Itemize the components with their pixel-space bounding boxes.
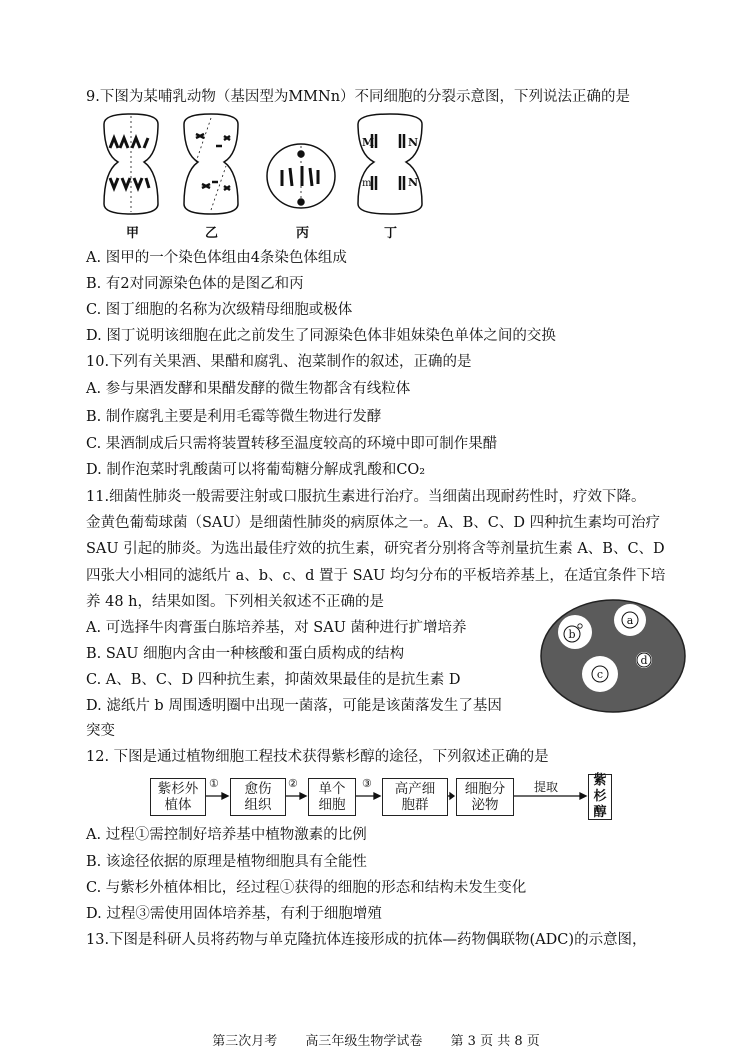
q10-option-b: B. 制作腐乳主要是利用毛霉等微生物进行发酵	[86, 409, 382, 425]
q9-option-c: C. 图丁细胞的名称为次级精母细胞或极体	[86, 302, 353, 318]
q10-stem: 10.下列有关果酒、果醋和腐乳、泡菜制作的叙述，正确的是	[86, 354, 472, 370]
svg-text:M: M	[362, 136, 375, 149]
label-yi: 乙	[205, 226, 219, 241]
flow-box-single-cell: 单个 细胞	[308, 778, 356, 816]
q11-line-2: 金黄色葡萄球菌（SAU）是细菌性肺炎的病原体之一。A、B、C、D 四种抗生素均可治疗	[86, 515, 661, 531]
q10-option-a: A. 参与果酒发酵和果醋发酵的微生物都含有线粒体	[86, 381, 411, 397]
q11-option-c: C. A、B、C、D 四种抗生素，抑菌效果最佳的是抗生素 D	[86, 672, 461, 688]
q11-option-a: A. 可选择牛肉膏蛋白胨培养基，对 SAU 菌种进行扩增培养	[86, 620, 467, 636]
q9-option-a: A. 图甲的一个染色体组由4条染色体组成	[86, 250, 347, 266]
flow-box-high-yield: 高产细 胞群	[382, 778, 448, 816]
svg-text:m: m	[362, 178, 372, 189]
svg-text:N: N	[408, 176, 419, 189]
footer-grade: 高三年级生物学试卷	[305, 1034, 423, 1049]
flow-box-callus: 愈伤 组织	[230, 778, 286, 816]
disc-c-label: c	[596, 668, 604, 681]
q12-option-d: D. 过程③需使用固体培养基，有利于细胞增殖	[86, 906, 382, 922]
q12-option-a: A. 过程①需控制好培养基中植物激素的比例	[86, 827, 367, 843]
q11-option-d: D. 滤纸片 b 周围透明圈中出现一菌落，可能是该菌落发生了基因	[86, 698, 502, 714]
page-footer	[0, 1030, 752, 1049]
process-flow	[150, 774, 610, 820]
svg-text:N: N	[408, 136, 419, 149]
disc-a-label: a	[626, 614, 634, 627]
q12-stem: 12. 下图是通过植物细胞工程技术获得紫杉醇的途径，下列叙述正确的是	[86, 749, 549, 765]
footer-page: 第 3 页 共 8 页	[450, 1034, 540, 1049]
flow-box-explant: 紫杉外 植体	[150, 778, 206, 816]
q11-line-1: 11.细菌性肺炎一般需要注射或口服抗生素进行治疗。当细菌出现耐药性时，疗效下降。	[86, 489, 646, 505]
disc-b-label: b	[568, 628, 576, 641]
step-2-label: ②	[288, 777, 298, 790]
petri-dish-figure	[538, 598, 688, 714]
q11-line-3: SAU 引起的肺炎。为选出最佳疗效的抗生素，研究者分别将含等剂量抗生素 A、B、C、D	[86, 541, 665, 557]
cell-yi	[184, 114, 238, 214]
flow-box-taxol: 紫 杉 醇	[588, 774, 612, 820]
cell-jia	[104, 114, 158, 214]
q12-option-b: B. 该途径依据的原理是植物细胞具有全能性	[86, 854, 367, 870]
footer-exam: 第三次月考	[212, 1034, 278, 1049]
q13-stem: 13.下图是科研人员将药物与单克隆抗体连接形成的抗体—药物偶联物(ADC)的示意图，	[86, 932, 647, 948]
label-jia: 甲	[126, 226, 140, 241]
q11-line-4: 四张大小相同的滤纸片 a、b、c、d 置于 SAU 均匀分布的平板培养基上，在适宜条件下培	[86, 568, 666, 584]
q10-option-d: D. 制作泡菜时乳酸菌可以将葡萄糖分解成乳酸和CO₂	[86, 462, 426, 478]
cell-ding	[358, 114, 422, 214]
q9-option-b: B. 有2对同源染色体的是图乙和丙	[86, 276, 304, 292]
disc-d-label: d	[640, 654, 648, 667]
label-bing: 丙	[296, 226, 310, 241]
step-3-label: ③	[362, 777, 372, 790]
step-extract-label: 提取	[534, 780, 559, 794]
q11-option-d-cont: 突变	[86, 723, 115, 739]
label-ding: 丁	[384, 226, 398, 241]
q10-option-c: C. 果酒制成后只需将装置转移至温度较高的环境中即可制作果醋	[86, 436, 498, 452]
q9-option-d: D. 图丁说明该细胞在此之前发生了同源染色体非姐妹染色单体之间的交换	[86, 328, 556, 344]
cell-division-figures	[96, 112, 426, 220]
cell-bing	[267, 144, 335, 208]
q11-line-5: 养 48 h，结果如图。下列相关叙述不正确的是	[86, 594, 385, 610]
q11-option-b: B. SAU 细胞内含由一种核酸和蛋白质构成的结构	[86, 646, 405, 662]
q12-option-c: C. 与紫杉外植体相比，经过程①获得的细胞的形态和结构未发生变化	[86, 880, 527, 896]
q9-stem: 9.下图为某哺乳动物（基因型为MMNn）不同细胞的分裂示意图，下列说法正确的是	[86, 89, 631, 105]
step-1-label: ①	[209, 777, 219, 790]
flow-box-secretion: 细胞分 泌物	[456, 778, 514, 816]
